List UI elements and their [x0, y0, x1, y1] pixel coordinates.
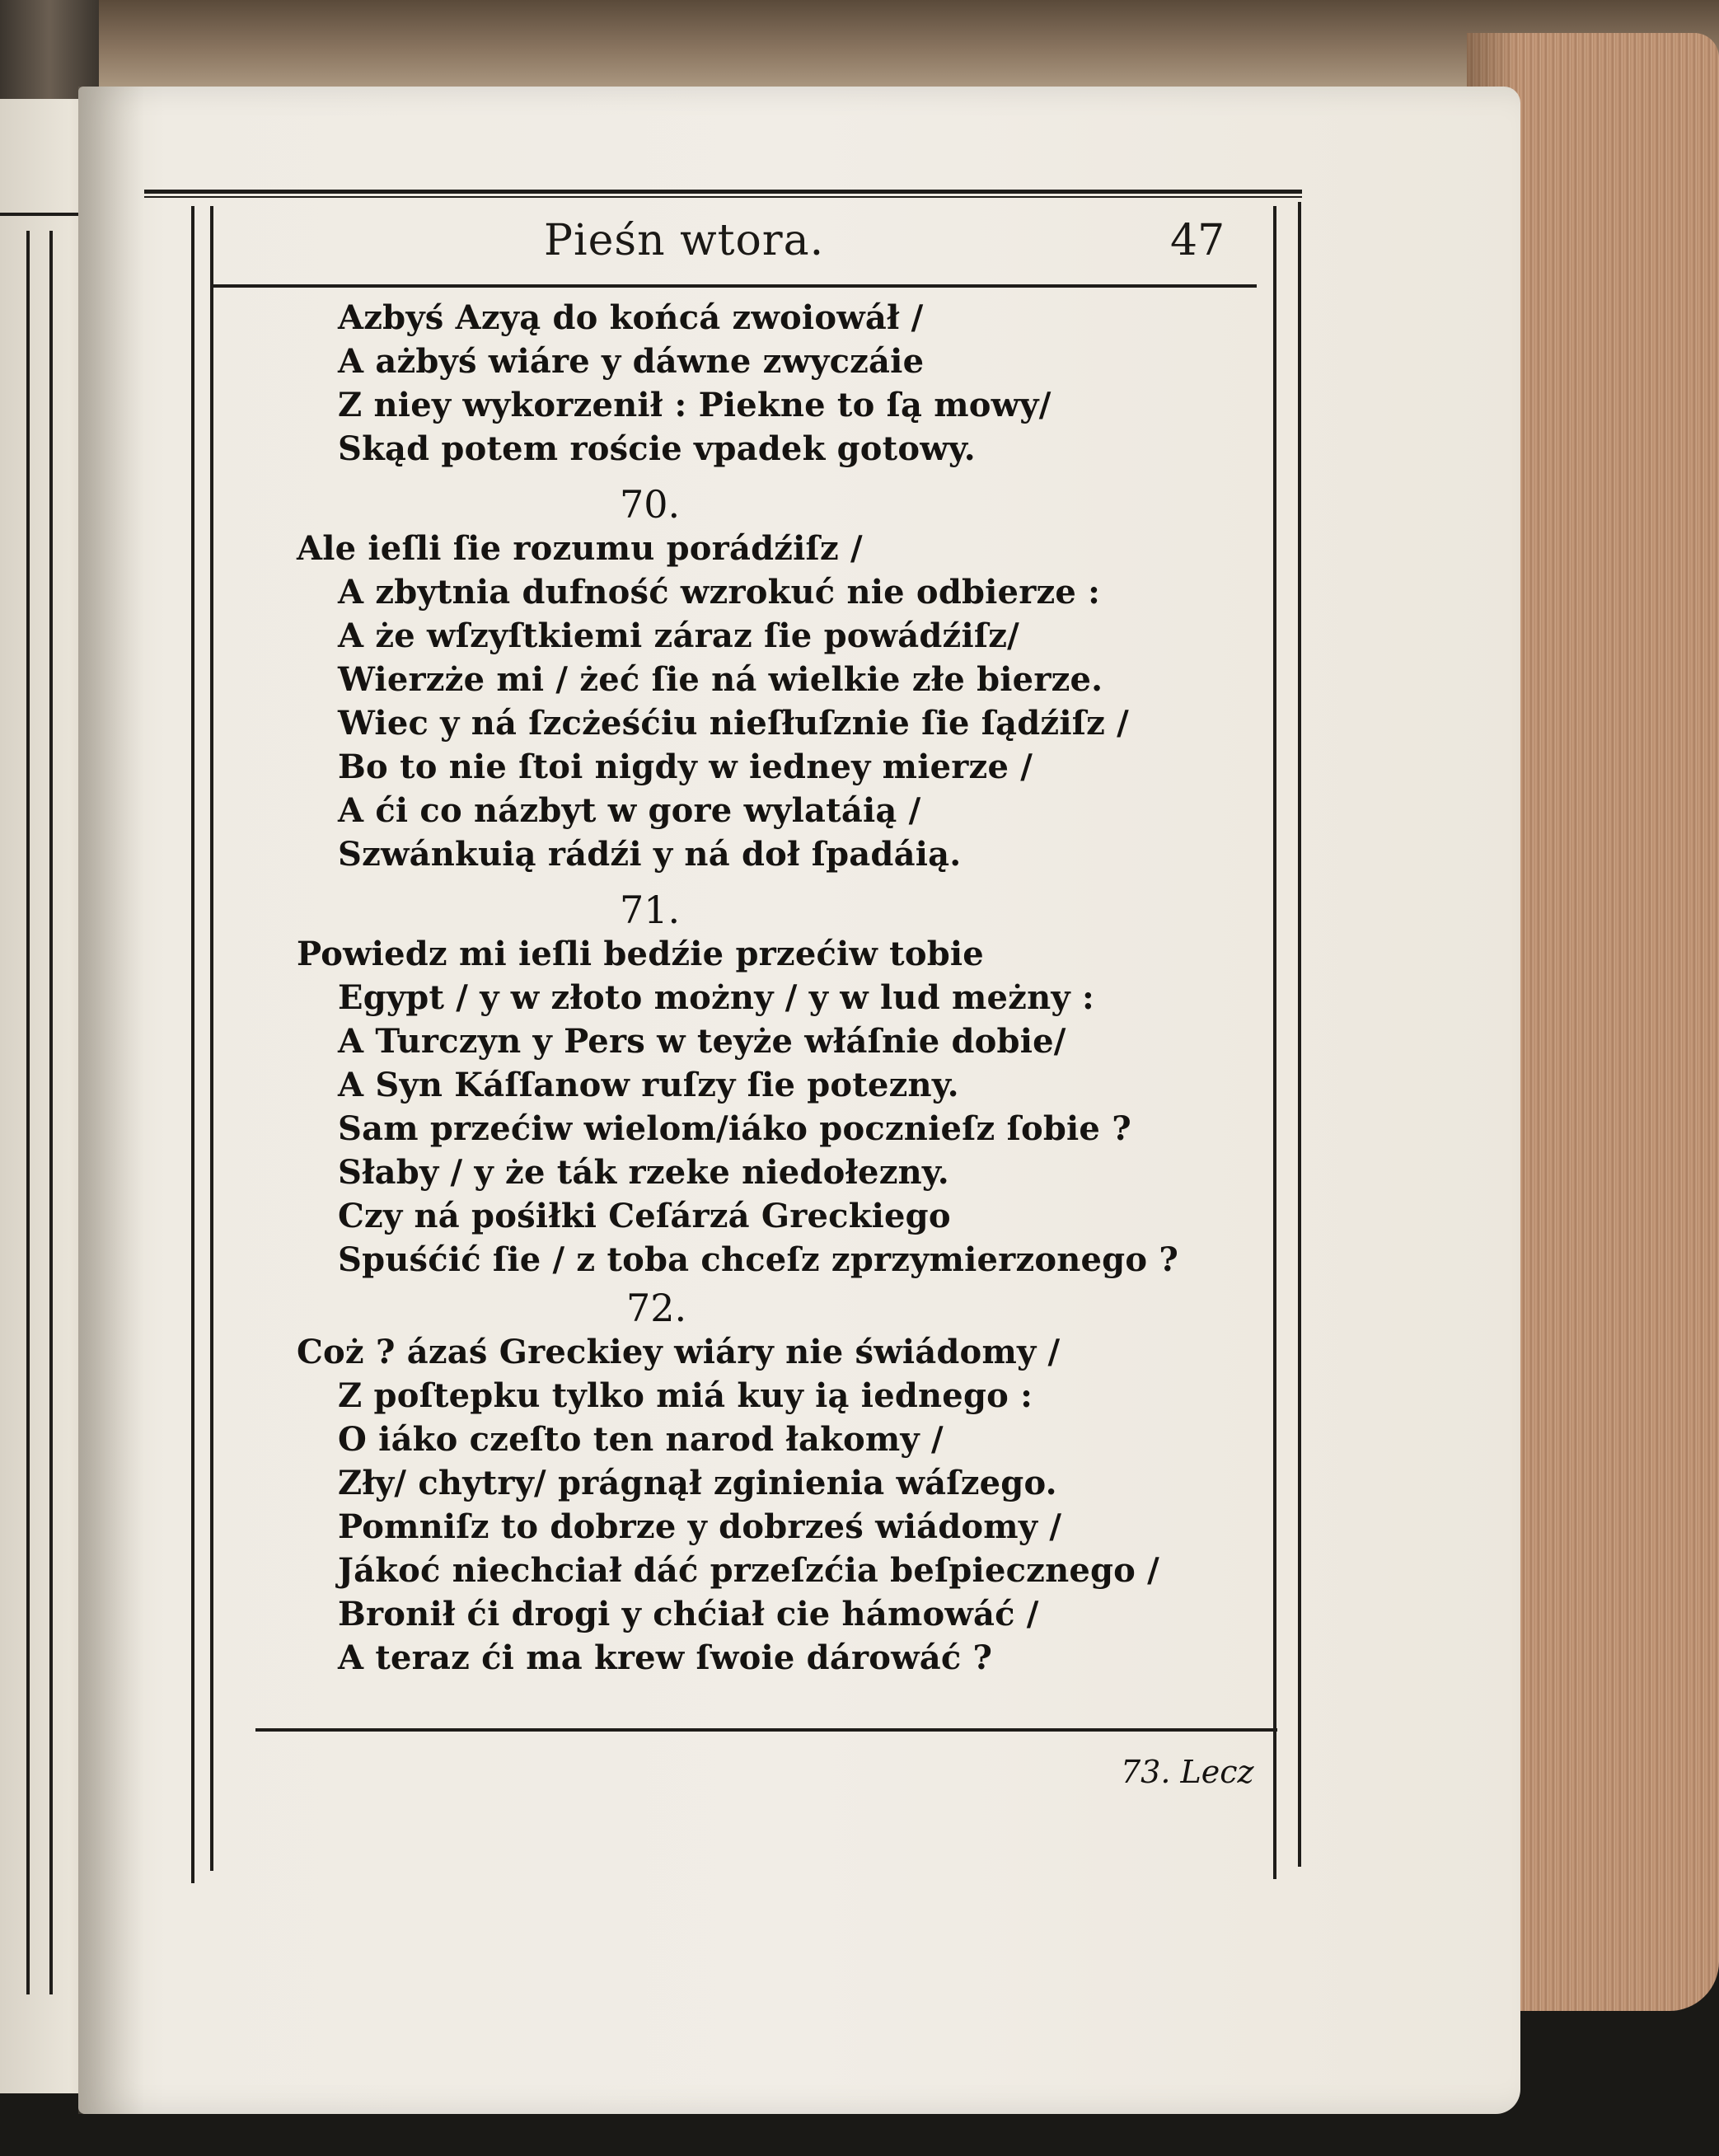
stanza-number: 72. [626, 1286, 687, 1330]
left-page-rule [49, 231, 53, 1994]
verse-line: Coż ? ázaś Greckiey wiáry nie świádomy / [297, 1333, 1061, 1371]
verse-line: A teraz ći ma krew ſwoie dárowáć ? [338, 1638, 993, 1677]
verse-line: Bronił ći drogi y chćiał cie hámowáć / [338, 1595, 1039, 1633]
verse-line: Ale ieſli ſie rozumu porádźiſz / [297, 529, 863, 568]
verse-line: Pomniſz to dobrze y dobrześ wiádomy / [338, 1507, 1062, 1546]
verse-line: A Turczyn y Pers w teyże włáſnie dobie/ [338, 1022, 1066, 1061]
verse-line: Spuśćić ſie / z toba chceſz zprzymierzonego ? [338, 1240, 1178, 1279]
verse-line: A że wſzyſtkiemi záraz ſie powádźiſz/ [338, 616, 1019, 655]
verse-line: Egypt / y w złoto możny / y w lud meżny : [338, 978, 1094, 1017]
verse-line: A Syn Káſſanow ruſzy ſie potezny. [338, 1066, 959, 1104]
verse-line: O iáko czeſto ten narod łakomy / [338, 1420, 944, 1459]
verse-line: Czy ná pośiłki Ceſárzá Greckiego [338, 1197, 951, 1235]
catchword: 73. Lecz [1121, 1754, 1254, 1790]
gutter-shade [78, 87, 144, 2114]
verse-line: Szwánkuią rádźi y ná doł ſpadáią. [338, 835, 962, 874]
left-page-rule [0, 213, 78, 216]
verse-line: Wiec y ná ſzcżeśćiu nieſłuſznie ſie ſądźiſz / [338, 704, 1129, 743]
verse-line: A ażbyś wiáre y dáwne zwyczáie [338, 342, 925, 381]
frame-left-rule [191, 206, 194, 1883]
verse-line: Z niey wykorzenił : Piekne to ſą mowy/ [338, 386, 1052, 424]
verse-line: Jákoć niechciał dáć przeſzćia beſpiecznego / [338, 1551, 1159, 1590]
frame-top-rule-thin [144, 196, 1302, 198]
verse-line: Z poſtepku tylko miá kuy ią iednego : [338, 1376, 1033, 1415]
running-title: Pieśn wtora. [544, 216, 825, 265]
stanza-number: 70. [620, 482, 681, 527]
page-number: 47 [1170, 216, 1225, 265]
verse-line: Słaby / y że ták rzeke niedołezny. [338, 1153, 949, 1192]
verse-line: Azbyś Azyą do końcá zwoiowáł / [338, 298, 924, 337]
frame-right-rule-lower [1298, 1743, 1301, 1867]
verse-line: Bo to nie ſtoi nigdy w iedney mierze / [338, 748, 1033, 786]
verse-line: Sam przećiw wielom/iáko pocznieſz ſobie ? [338, 1109, 1131, 1148]
header-rule [210, 284, 1257, 288]
verse-line: Wierzże mi / żeć ſie ná wielkie złe bierze. [338, 660, 1103, 699]
frame-right-rule-inner [1273, 206, 1276, 1747]
verse-line: A ći co názbyt w gore wylatáią / [338, 791, 921, 830]
frame-bottom-rule [255, 1728, 1277, 1732]
frame-right-rule-inner-lower [1273, 1747, 1276, 1879]
frame-right-rule [1298, 202, 1301, 1743]
frame-left-rule-inner [210, 206, 213, 1871]
verse-line: Powiedz mi ieſli bedźie przećiw tobie [297, 935, 984, 973]
frame-top-rule [144, 190, 1302, 194]
verse-line: Zły/ chytry/ prágnął zginienia wáſzego. [338, 1464, 1057, 1502]
left-page-rule [26, 231, 30, 1994]
verse-line: A zbytnia dufność wzrokuć nie odbierze : [338, 573, 1101, 612]
verse-line: Skąd potem roście vpadek gotowy. [338, 429, 976, 468]
stanza-number: 71. [620, 888, 681, 932]
